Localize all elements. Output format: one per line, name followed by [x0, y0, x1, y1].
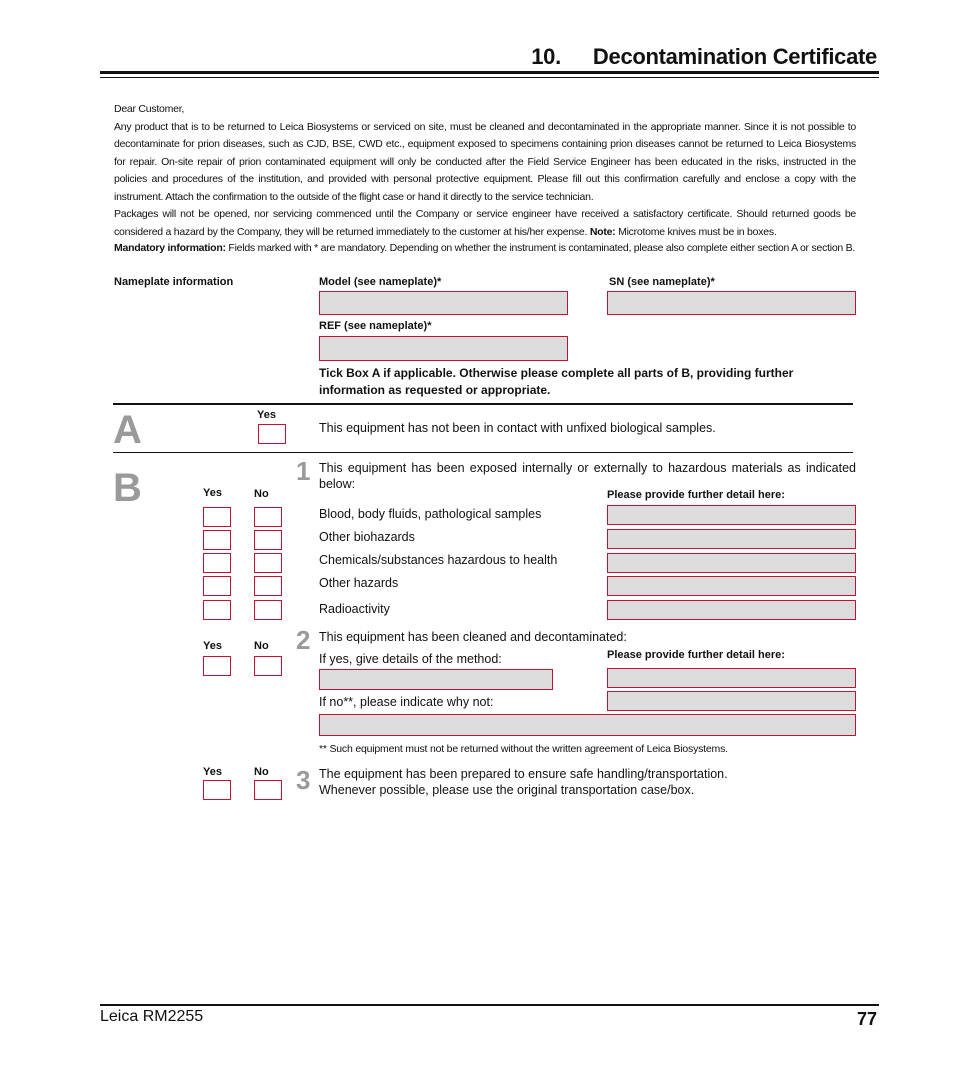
- mandatory-info: Mandatory information: Fields marked with * are mandatory. Depending on whether the instrument is contaminated, please also complete either section A or section B.: [114, 242, 856, 254]
- section-a-letter: A: [113, 408, 142, 452]
- step-1-detail-label: Please provide further detail here:: [607, 489, 785, 501]
- step-2-detail-label: Please provide further detail here:: [607, 649, 785, 661]
- header-rule: [100, 71, 879, 74]
- step-2-text: This equipment has been cleaned and decontaminated:: [319, 630, 627, 644]
- step-2-no-checkbox[interactable]: [254, 656, 282, 676]
- hazard-yes-checkbox[interactable]: [203, 530, 231, 550]
- step-1-yes-label: Yes: [203, 487, 222, 499]
- hazard-yes-checkbox[interactable]: [203, 576, 231, 596]
- method-input[interactable]: [319, 669, 553, 690]
- model-label: Model (see nameplate)*: [319, 276, 442, 288]
- hazard-label: Other biohazards: [319, 530, 415, 544]
- hazard-no-checkbox[interactable]: [254, 507, 282, 527]
- hazard-detail-input[interactable]: [607, 505, 856, 525]
- hazard-detail-input[interactable]: [607, 553, 856, 573]
- step-3-yes-checkbox[interactable]: [203, 780, 231, 800]
- section-a-statement: This equipment has not been in contact with unfixed biological samples.: [319, 421, 716, 435]
- if-no-label: If no**, please indicate why not:: [319, 695, 494, 709]
- page-title: 10. Decontamination Certificate: [531, 44, 877, 69]
- step-2-no-label: No: [254, 640, 269, 652]
- step-3-line-2: Whenever possible, please use the original transportation case/box.: [319, 783, 695, 797]
- step-2-number: 2: [296, 625, 311, 655]
- step-2-yes-label: Yes: [203, 640, 222, 652]
- hazard-no-checkbox[interactable]: [254, 553, 282, 573]
- salutation: Dear Customer,: [114, 103, 185, 115]
- section-b-letter: B: [113, 466, 142, 510]
- section-a-yes-label: Yes: [257, 409, 276, 421]
- hazard-detail-input[interactable]: [607, 576, 856, 596]
- footer-product: Leica RM2255: [100, 1008, 204, 1025]
- step-2-detail-input[interactable]: [607, 668, 856, 688]
- if-yes-label: If yes, give details of the method:: [319, 652, 502, 666]
- ref-label: REF (see nameplate)*: [319, 320, 432, 332]
- sn-input[interactable]: [607, 291, 856, 315]
- hazard-detail-input[interactable]: [607, 529, 856, 549]
- hazard-yes-checkbox[interactable]: [203, 600, 231, 620]
- footer-rule: [100, 1004, 879, 1006]
- hazard-yes-checkbox[interactable]: [203, 553, 231, 573]
- hazard-no-checkbox[interactable]: [254, 600, 282, 620]
- hazard-detail-input[interactable]: [607, 600, 856, 620]
- step-1-number: 1: [296, 456, 311, 486]
- hazard-label: Blood, body fluids, pathological samples: [319, 507, 542, 521]
- hazard-no-checkbox[interactable]: [254, 576, 282, 596]
- intro-text: [114, 101, 856, 241]
- ref-input[interactable]: [319, 336, 568, 361]
- header-rule-thin: [100, 77, 879, 78]
- page-number: 77: [856, 1009, 877, 1029]
- hazard-label: Chemicals/substances hazardous to health: [319, 553, 558, 567]
- nameplate-label: Nameplate information: [114, 276, 234, 288]
- step-3-number: 3: [296, 765, 311, 795]
- hazard-no-checkbox[interactable]: [254, 530, 282, 550]
- section-a-yes-checkbox[interactable]: [258, 424, 286, 444]
- section-a-rule: [113, 403, 853, 405]
- tick-instruction: Tick Box A if applicable. Otherwise please complete all parts of B, providing further information as requested or appropriate.: [319, 366, 794, 397]
- step-3-line-1: The equipment has been prepared to ensure safe handling/transportation.: [319, 767, 728, 781]
- step-2-detail-input-2[interactable]: [607, 691, 856, 711]
- reason-input[interactable]: [319, 714, 856, 736]
- intro-paragraph-2: Packages will not be opened, nor servicing commenced until the Company or service engineer have received a satisfactory certificate. Should returned goods be considered a hazard by the Company, they will be returned immediately to the customer at his/her expense. Note: Microtome knives must be in boxes.: [114, 208, 856, 238]
- section-b-rule: [113, 452, 853, 453]
- step-2-yes-checkbox[interactable]: [203, 656, 231, 676]
- hazard-label: Radioactivity: [319, 602, 390, 616]
- hazard-label: Other hazards: [319, 576, 399, 590]
- intro-paragraph-1: Any product that is to be returned to Leica Biosystems or serviced on site, must be cleaned and decontaminated in the appropriate manner. Since it is not possible to decontaminate for prion diseases, such as CJD, BSE, CWD etc., equipment exposed to specimens containing prion diseases cannot be returned to Leica Biosystems for repair. On-site repair of prion contaminated equipment will only be conducted after the Field Service Engineer has been educated in the risks, instructed in the policies and procedures of the institution, and provided with personal protective equipment. Please fill out this confirmation carefully and enclose a copy with the instrument. Attach the confirmation to the outside of the flight case or hand it directly to the service technician.: [114, 120, 856, 203]
- step-3-no-checkbox[interactable]: [254, 780, 282, 800]
- step-1-no-label: No: [254, 488, 269, 500]
- hazard-yes-checkbox[interactable]: [203, 507, 231, 527]
- step-3-no-label: No: [254, 766, 269, 778]
- model-input[interactable]: [319, 291, 568, 315]
- footnote: ** Such equipment must not be returned without the written agreement of Leica Biosystems.: [319, 743, 728, 755]
- step-3-yes-label: Yes: [203, 766, 222, 778]
- sn-label: SN (see nameplate)*: [609, 276, 715, 288]
- step-1-text: This equipment has been exposed internally or externally to hazardous materials as indicated below:: [319, 461, 856, 491]
